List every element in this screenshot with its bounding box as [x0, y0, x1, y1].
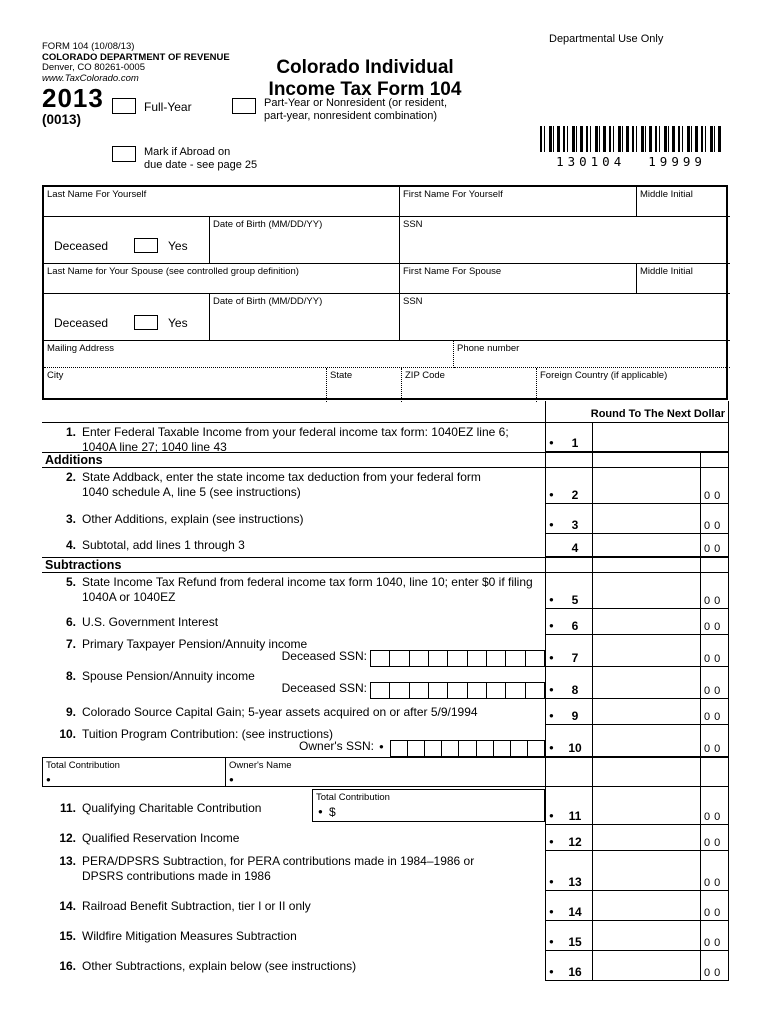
line-ref: 1	[571, 436, 579, 450]
ssn-digit-box[interactable]	[371, 651, 390, 666]
form-line-12	[42, 825, 728, 851]
line-number: 6.	[65, 615, 76, 629]
line-ref: 11	[568, 809, 582, 823]
ssn-digit-box[interactable]	[390, 651, 409, 666]
cents-value: 00	[704, 811, 725, 823]
ssn-digit-box[interactable]	[468, 651, 487, 666]
last-name-spouse-field[interactable]	[44, 264, 400, 294]
bullet-icon: ●	[549, 743, 554, 752]
line-ref: 2	[571, 488, 579, 502]
line-11-total-contribution-box[interactable]	[312, 789, 545, 822]
first-name-spouse-field[interactable]	[400, 264, 637, 294]
form-line-8	[42, 667, 728, 699]
ssn-digit-box[interactable]	[390, 683, 409, 698]
departmental-use-label: Departmental Use Only	[549, 33, 664, 45]
line-text-1: State Income Tax Refund from federal income tax form 1040, line 10; enter $0 if filing	[82, 575, 533, 589]
last-name-self-label: Last Name For Yourself	[47, 189, 147, 200]
agency-block	[42, 42, 230, 127]
barcode-image	[540, 126, 722, 152]
round-to-dollar-header: Round To The Next Dollar	[42, 405, 728, 423]
line-number: 10.	[59, 727, 76, 741]
ssn-spouse-label: SSN	[403, 296, 423, 307]
line-text-2: 1040 schedule A, line 5 (see instructions)	[82, 485, 301, 499]
form-code: (0013)	[42, 112, 82, 127]
line-text-1: Enter Federal Taxable Income from your federal income tax form: 1040EZ line 6;	[82, 425, 509, 439]
cents-value: 00	[704, 967, 725, 979]
form-line-7	[42, 635, 728, 667]
line-number: 13.	[59, 854, 76, 868]
line-number: 11.	[59, 801, 76, 815]
first-name-self-field[interactable]	[400, 187, 637, 217]
line-ref: 3	[571, 518, 579, 532]
line-text: Primary Taxpayer Pension/Annuity income	[82, 637, 308, 651]
cents-value: 00	[704, 595, 725, 607]
line-16-amount-field[interactable]	[545, 967, 728, 981]
line-7-deceased-ssn-boxes[interactable]	[370, 650, 545, 667]
line-10-owners-ssn-boxes[interactable]	[390, 740, 545, 757]
bullet-icon: ●	[549, 837, 554, 846]
line-text-1: PERA/DPSRS Subtraction, for PERA contributions made in 1984–1986 or	[82, 854, 475, 868]
subtractions-header: Subtractions	[42, 558, 728, 573]
line-number: 5.	[65, 575, 76, 589]
department-name: COLORADO DEPARTMENT OF REVENUE	[42, 51, 230, 63]
line-12-amount-field[interactable]	[545, 837, 728, 851]
line-ref: 16	[568, 965, 582, 979]
ssn-digit-box[interactable]	[506, 651, 525, 666]
line-2-amount-field[interactable]	[545, 490, 728, 504]
ssn-digit-box[interactable]	[487, 651, 506, 666]
abroad-checkbox[interactable]	[112, 146, 136, 162]
form-line-13	[42, 851, 728, 891]
ssn-digit-box[interactable]	[448, 651, 467, 666]
bullet-icon: ●	[549, 811, 554, 820]
line-text	[82, 470, 481, 500]
form-line-6	[42, 609, 728, 635]
line-text-1: State Addback, enter the state income tax deduction from your federal form	[82, 470, 481, 484]
cents-value: 00	[704, 937, 725, 949]
dollar-sign: $	[329, 805, 336, 819]
line-ref: 14	[568, 905, 582, 919]
ssn-digit-box[interactable]	[425, 741, 442, 756]
deceased-ssn-label: Deceased SSN:	[281, 681, 367, 695]
line-5-amount-field[interactable]	[545, 595, 728, 609]
cents-value: 00	[704, 653, 725, 665]
ssn-digit-box[interactable]	[410, 651, 429, 666]
line-text: U.S. Government Interest	[82, 615, 219, 629]
deceased-ssn-label: Deceased SSN:	[281, 649, 367, 663]
form-line-2	[42, 468, 728, 504]
form-line-4	[42, 534, 728, 558]
line-text	[82, 854, 474, 884]
line-number: 12.	[59, 831, 76, 845]
state-field[interactable]	[327, 368, 402, 402]
zip-field[interactable]	[402, 368, 537, 402]
bullet-icon: ●	[549, 490, 554, 499]
deceased-self-group	[44, 217, 210, 264]
line-7-amount-field[interactable]	[545, 653, 728, 667]
ssn-digit-box[interactable]	[528, 741, 544, 756]
ssn-digit-box[interactable]	[410, 683, 429, 698]
bullet-icon: ●	[549, 711, 554, 720]
ssn-digit-box[interactable]	[494, 741, 511, 756]
line-number: 3.	[65, 512, 76, 526]
bullet-icon: ●	[549, 595, 554, 604]
line-text: Qualified Reservation Income	[82, 831, 240, 845]
ssn-self-label: SSN	[403, 219, 423, 230]
line-11-amount-field[interactable]	[545, 811, 728, 825]
foreign-country-label: Foreign Country (if applicable)	[540, 370, 668, 381]
form-title	[225, 57, 505, 101]
owners-name-label: Owner's Name	[229, 760, 292, 771]
bullet-icon: ●	[549, 653, 554, 662]
ssn-digit-box[interactable]	[442, 741, 459, 756]
ssn-digit-box[interactable]	[526, 651, 544, 666]
form-line-1	[42, 423, 728, 453]
line-1-amount-field[interactable]	[545, 438, 728, 452]
form-line-14	[42, 891, 728, 921]
line-3-amount-field[interactable]	[545, 520, 728, 534]
tax-year: 2013	[42, 83, 104, 113]
first-name-spouse-label: First Name For Spouse	[403, 266, 502, 277]
department-address: Denver, CO 80261-0005	[42, 62, 145, 73]
cents-value: 00	[704, 743, 725, 755]
line-text: Qualifying Charitable Contribution	[82, 801, 262, 815]
cents-value: 00	[704, 837, 725, 849]
last-name-spouse-label: Last Name for Your Spouse (see controlled group definition)	[47, 266, 299, 277]
ssn-digit-box[interactable]	[408, 741, 425, 756]
line-ref: 12	[568, 835, 582, 849]
line-9-amount-field[interactable]	[545, 711, 728, 725]
bullet-icon: ●	[549, 621, 554, 630]
cents-value: 00	[704, 621, 725, 633]
line-number: 4.	[65, 538, 76, 552]
line-8-amount-field[interactable]	[545, 685, 728, 699]
line-text: Spouse Pension/Annuity income	[82, 669, 255, 683]
middle-initial-spouse-field[interactable]	[637, 264, 730, 294]
bullet-icon: ●	[549, 438, 554, 447]
contribution-owner-row	[42, 757, 728, 787]
line-ref: 8	[571, 683, 579, 697]
deceased-spouse-yes-label: Yes	[168, 316, 188, 330]
form-line-3	[42, 504, 728, 534]
deceased-self-checkbox[interactable]	[134, 238, 158, 253]
line-ref: 10	[568, 741, 582, 755]
additions-header: Additions	[42, 453, 728, 468]
form-line-11	[42, 787, 728, 825]
cents-value: 00	[704, 543, 725, 555]
line-number: 15.	[59, 929, 76, 943]
line-text: Railroad Benefit Subtraction, tier I or II only	[82, 899, 311, 913]
line-text: Tuition Program Contribution: (see instructions)	[82, 727, 333, 741]
line-8-deceased-ssn-boxes[interactable]	[370, 682, 545, 699]
bullet-icon: ●	[229, 775, 234, 784]
middle-initial-self-label: Middle Initial	[640, 189, 693, 200]
line-ref: 5	[571, 593, 579, 607]
ssn-digit-box[interactable]	[429, 683, 448, 698]
line-15-amount-field[interactable]	[545, 937, 728, 951]
ssn-self-field[interactable]	[400, 217, 730, 264]
middle-initial-self-field[interactable]	[637, 187, 730, 217]
dob-spouse-label: Date of Birth (MM/DD/YY)	[213, 296, 323, 307]
line-ref: 15	[568, 935, 582, 949]
part-year-label-line1: Part-Year or Nonresident (or resident,	[264, 97, 448, 109]
bullet-icon: ●	[379, 742, 384, 751]
foreign-country-field[interactable]	[537, 368, 730, 402]
last-name-self-field[interactable]	[44, 187, 400, 217]
line-6-amount-field[interactable]	[545, 621, 728, 635]
first-name-self-label: First Name For Yourself	[403, 189, 503, 200]
website: www.TaxColorado.com	[42, 72, 139, 84]
dob-self-label: Date of Birth (MM/DD/YY)	[213, 219, 323, 230]
line-number: 1.	[65, 425, 76, 439]
line-text	[82, 575, 533, 605]
form-number: FORM 104 (10/08/13)	[42, 41, 135, 52]
line-ref: 7	[571, 651, 579, 665]
bullet-icon: ●	[46, 775, 51, 784]
form-line-9	[42, 699, 728, 725]
cents-value: 00	[704, 711, 725, 723]
ssn-spouse-field[interactable]	[400, 294, 730, 341]
line-text: Wildfire Mitigation Measures Subtraction	[82, 929, 297, 943]
total-contribution-field[interactable]	[43, 758, 226, 786]
cents-value: 00	[704, 520, 725, 532]
line-text-2: DPSRS contributions made in 1986	[82, 869, 271, 883]
total-contribution-label: Total Contribution	[46, 760, 120, 771]
line-text: Subtotal, add lines 1 through 3	[82, 538, 245, 552]
personal-info-box	[42, 185, 728, 400]
state-label: State	[330, 370, 353, 381]
deceased-self-yes-label: Yes	[168, 239, 188, 253]
mailing-address-label: Mailing Address	[47, 343, 115, 354]
ssn-digit-box[interactable]	[448, 683, 467, 698]
line-text-2: 1040A or 1040EZ	[82, 590, 176, 604]
line-ref: 13	[568, 875, 582, 889]
line-ref: 9	[571, 709, 579, 723]
part-year-checkbox[interactable]	[232, 98, 256, 114]
cents-value: 00	[704, 907, 725, 919]
owners-ssn-label: Owner's SSN:	[299, 739, 374, 753]
ssn-digit-box[interactable]	[429, 651, 448, 666]
bullet-icon: ●	[549, 937, 554, 946]
full-year-label: Full-Year	[144, 100, 192, 114]
zip-label: ZIP Code	[405, 370, 445, 381]
line-number: 14.	[59, 899, 76, 913]
dob-spouse-field[interactable]	[210, 294, 400, 341]
part-year-label	[264, 97, 447, 123]
ssn-digit-box[interactable]	[459, 741, 476, 756]
form-title-line1: Colorado Individual	[276, 57, 454, 78]
line-number: 7.	[65, 637, 76, 651]
form-title-line2: Income Tax Form 104	[268, 79, 462, 100]
cents-value: 00	[704, 490, 725, 502]
abroad-label	[144, 146, 257, 172]
form-line-16	[42, 951, 728, 981]
ssn-digit-box[interactable]	[487, 683, 506, 698]
bullet-icon: ●	[549, 685, 554, 694]
owners-name-field[interactable]	[226, 758, 728, 786]
ssn-digit-box[interactable]	[526, 683, 544, 698]
form-line-10	[42, 725, 728, 757]
middle-initial-spouse-label: Middle Initial	[640, 266, 693, 277]
mailing-address-field[interactable]	[44, 341, 454, 368]
cents-value: 00	[704, 685, 725, 697]
city-label: City	[47, 370, 64, 381]
ssn-digit-box[interactable]	[477, 741, 494, 756]
ssn-digit-box[interactable]	[511, 741, 528, 756]
line-10-amount-field[interactable]	[545, 743, 728, 757]
part-year-label-line2: part-year, nonresident combination)	[264, 110, 438, 122]
ssn-digit-box[interactable]	[391, 741, 408, 756]
ssn-digit-box[interactable]	[506, 683, 525, 698]
line-13-amount-field[interactable]	[545, 877, 728, 891]
bullet-icon: ●	[549, 967, 554, 976]
line-number: 16.	[59, 959, 76, 973]
abroad-label-line1: Mark if Abroad on	[144, 146, 231, 158]
line-text: Colorado Source Capital Gain; 5-year assets acquired on or after 5/9/1994	[82, 705, 478, 719]
line-number: 2.	[65, 470, 76, 484]
form-line-5	[42, 573, 728, 609]
bullet-icon: ●	[318, 807, 323, 816]
bullet-icon: ●	[549, 520, 554, 529]
phone-field[interactable]	[454, 341, 730, 368]
line-number: 9.	[65, 705, 76, 719]
ssn-digit-box[interactable]	[371, 683, 390, 698]
line-ref: 6	[571, 619, 579, 633]
line-ref: 4	[571, 541, 579, 555]
line-text	[82, 425, 509, 455]
line-text-2: 1040A line 27; 1040 line 43	[82, 440, 227, 454]
city-field[interactable]	[44, 368, 327, 402]
total-contribution-label: Total Contribution	[316, 792, 390, 803]
deceased-self-label: Deceased	[54, 239, 109, 253]
barcode-digits: 130104 19999	[556, 154, 706, 169]
dob-self-field[interactable]	[210, 217, 400, 264]
form-line-15	[42, 921, 728, 951]
line-4-amount-field[interactable]	[545, 543, 728, 557]
deceased-spouse-label: Deceased	[54, 316, 109, 330]
deceased-spouse-group	[44, 294, 210, 341]
line-14-amount-field[interactable]	[545, 907, 728, 921]
deceased-spouse-checkbox[interactable]	[134, 315, 158, 330]
bullet-icon: ●	[549, 877, 554, 886]
line-text: Other Subtractions, explain below (see instructions)	[82, 959, 357, 973]
phone-label: Phone number	[457, 343, 520, 354]
full-year-checkbox[interactable]	[112, 98, 136, 114]
bullet-icon: ●	[549, 907, 554, 916]
line-text: Other Additions, explain (see instructions)	[82, 512, 304, 526]
right-border-line	[728, 401, 729, 981]
line-number: 8.	[65, 669, 76, 683]
cents-value: 00	[704, 877, 725, 889]
abroad-label-line2: due date - see page 25	[144, 159, 258, 171]
ssn-digit-box[interactable]	[468, 683, 487, 698]
